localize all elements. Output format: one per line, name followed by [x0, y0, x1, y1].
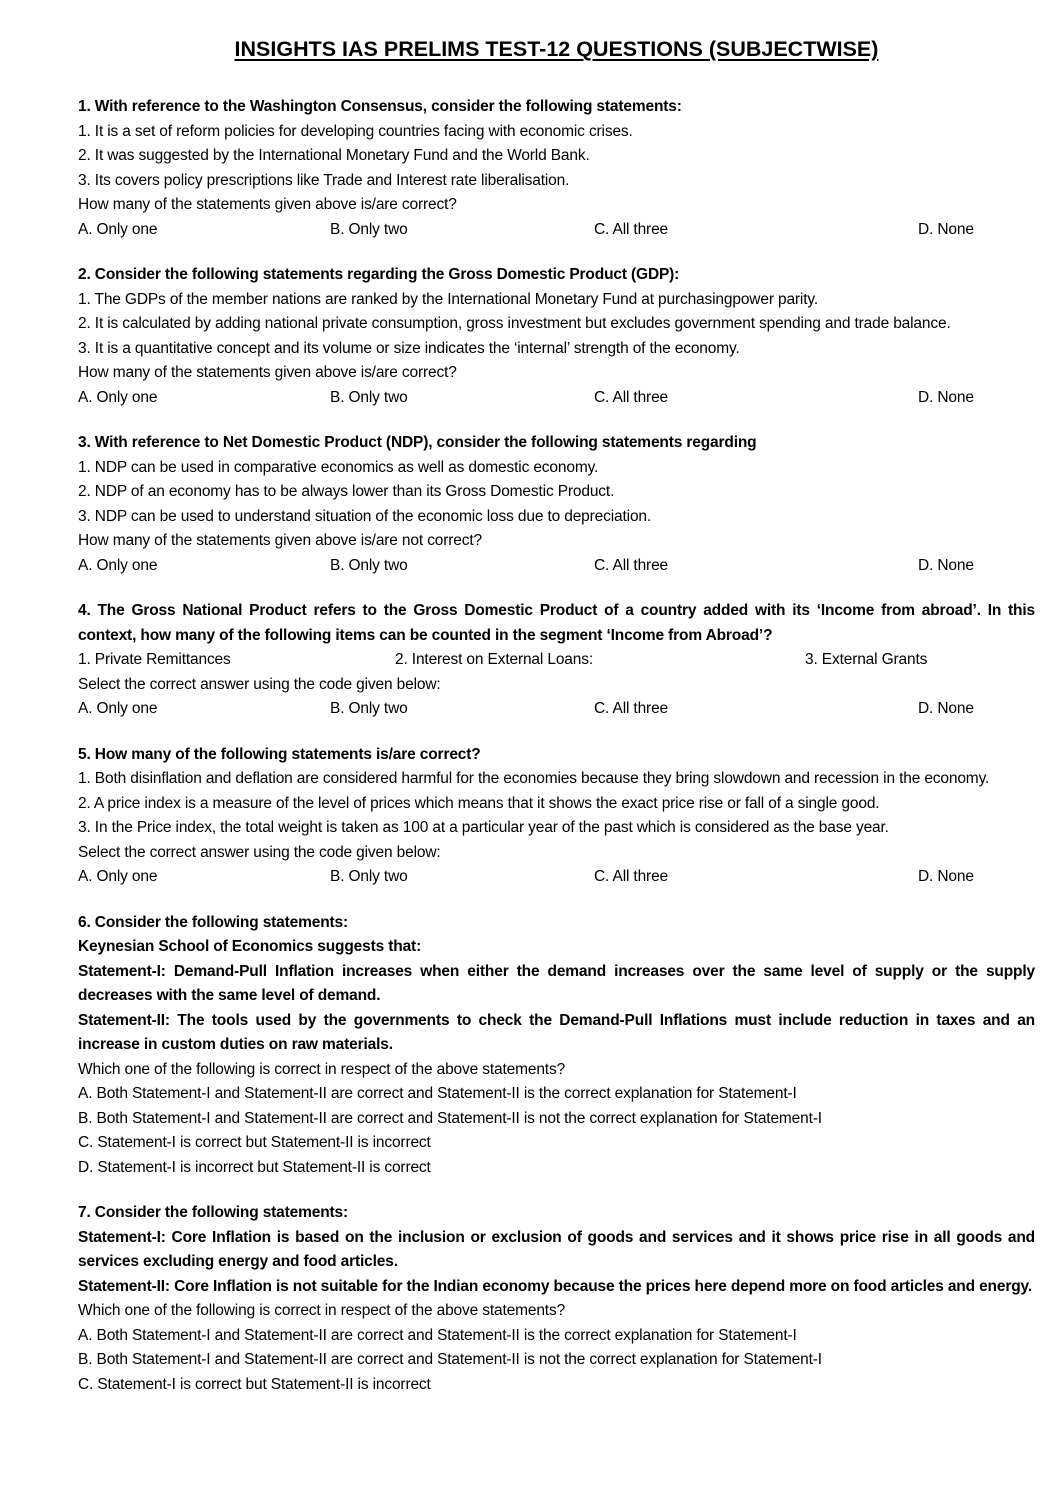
- prompt-line: How many of the statements given above is/are correct?: [78, 196, 457, 213]
- option-b: B. Only two: [330, 556, 408, 574]
- option-a: A. Only one: [78, 388, 158, 406]
- question-heading: 6. Consider the following statements:: [78, 913, 349, 931]
- question-1: [78, 95, 1035, 242]
- question-4: [78, 599, 1035, 722]
- question-subheading: Keynesian School of Economics suggests that:: [78, 938, 422, 955]
- option-a: A. Only one: [78, 220, 158, 238]
- prompt-line: How many of the statements given above is/are not correct?: [78, 532, 482, 549]
- question-heading: 3. With reference to Net Domestic Product (NDP), consider the following statements regarding: [78, 434, 757, 451]
- statement-line: 1. The GDPs of the member nations are ranked by the International Monetary Fund at purchasingpower parity.: [78, 290, 818, 308]
- option-line-b: B. Both Statement-I and Statement-II are correct and Statement-II is not the correct explanation for Statement-I: [78, 1109, 822, 1127]
- options-row: [78, 697, 1035, 722]
- option-line-a: A. Both Statement-I and Statement-II are correct and Statement-II is the correct explanation for Statement-I: [78, 1085, 797, 1102]
- option-c: C. All three: [594, 700, 669, 717]
- question-heading: 7. Consider the following statements:: [78, 1204, 349, 1221]
- option-d: D. None: [918, 388, 974, 406]
- prompt-line: How many of the statements given above is/are correct?: [78, 364, 457, 381]
- statement-1-line: Statement-I: Demand-Pull Inflation increases when either the demand increases over the same level of supply or the supply decreases with the same level of demand.: [78, 962, 1035, 1004]
- option-d: D. None: [918, 220, 974, 238]
- statement-line: 2. It is calculated by adding national private consumption, gross investment but excludes government spending and trade balance.: [78, 315, 951, 332]
- statement-line: 1. It is a set of reform policies for developing countries facing with economic crises.: [78, 122, 633, 140]
- option-b: B. Only two: [330, 388, 408, 406]
- question-3: [78, 431, 1035, 578]
- statement-2-line: Statement-II: Core Inflation is not suitable for the Indian economy because the prices here depend more on food articles and energy.: [78, 1277, 1033, 1295]
- option-c: C. All three: [594, 556, 669, 574]
- options-row: [78, 554, 1035, 579]
- statement-line: 3. Its covers policy prescriptions like Trade and Interest rate liberalisation.: [78, 171, 570, 189]
- question-heading: 2. Consider the following statements regarding the Gross Domestic Product (GDP):: [78, 266, 680, 283]
- option-b: B. Only two: [330, 220, 408, 238]
- statement-line: 3. NDP can be used to understand situation of the economic loss due to depreciation.: [78, 507, 652, 525]
- option-d: D. None: [918, 868, 974, 885]
- page-title: INSIGHTS IAS PRELIMS TEST-12 QUESTIONS (SUBJECTWISE): [234, 37, 879, 61]
- prompt-line: Select the correct answer using the code given below:: [78, 843, 441, 861]
- question-2: [78, 263, 1035, 410]
- option-line-b: B. Both Statement-I and Statement-II are correct and Statement-II is not the correct explanation for Statement-I: [78, 1351, 822, 1368]
- option-a: A. Only one: [78, 556, 158, 574]
- statement-line: 2. A price index is a measure of the level of prices which means that it shows the exact price rise or fall of a single good.: [78, 794, 880, 812]
- option-d: D. None: [918, 556, 974, 574]
- option-d: D. None: [918, 700, 974, 717]
- prompt-line: Which one of the following is correct in respect of the above statements?: [78, 1302, 566, 1319]
- option-a: A. Only one: [78, 700, 158, 717]
- options-row: [78, 218, 1035, 243]
- question-6: [78, 911, 1035, 1181]
- item-2: 2. Interest on External Loans:: [395, 651, 593, 668]
- option-line-c: C. Statement-I is correct but Statement-II is incorrect: [78, 1134, 431, 1151]
- item-1: 1. Private Remittances: [78, 651, 231, 668]
- option-c: C. All three: [594, 220, 669, 238]
- question-7: [78, 1201, 1035, 1397]
- option-line-d: D. Statement-I is incorrect but Statement-II is correct: [78, 1158, 431, 1176]
- statement-line: 1. Both disinflation and deflation are considered harmful for the economies because they bring slowdown and recession in the economy.: [78, 770, 990, 787]
- statement-line: 3. In the Price index, the total weight is taken as 100 at a particular year of the past which is considered as the base year.: [78, 819, 889, 836]
- option-c: C. All three: [594, 388, 669, 406]
- item-3: 3. External Grants: [805, 651, 928, 668]
- option-a: A. Only one: [78, 868, 158, 885]
- statement-line: 3. It is a quantitative concept and its volume or size indicates the ‘internal’ strength of the economy.: [78, 339, 740, 357]
- statement-line: 1. NDP can be used in comparative economics as well as domestic economy.: [78, 458, 599, 476]
- statement-line: 2. NDP of an economy has to be always lower than its Gross Domestic Product.: [78, 483, 615, 500]
- options-row: [78, 865, 1035, 890]
- question-heading: 5. How many of the following statements is/are correct?: [78, 745, 481, 763]
- option-c: C. All three: [594, 868, 669, 885]
- statement-2-line: Statement-II: The tools used by the governments to check the Demand-Pull Inflations must include reduction in taxes and an increase in custom duties on raw materials.: [78, 1011, 1035, 1053]
- prompt-line: Select the correct answer using the code given below:: [78, 675, 441, 693]
- statement-line: 2. It was suggested by the International Monetary Fund and the World Bank.: [78, 147, 590, 164]
- options-row: [78, 386, 1035, 411]
- question-heading: 4. The Gross National Product refers to the Gross Domestic Product of a country added with its ‘Income from abroad’. In this context, how many of the following items can be counted in the segment ‘Income from Abroad’?: [78, 602, 1035, 644]
- option-line-c: C. Statement-I is correct but Statement-II is incorrect: [78, 1375, 431, 1393]
- option-b: B. Only two: [330, 700, 408, 717]
- option-b: B. Only two: [330, 868, 408, 885]
- question-heading: 1. With reference to the Washington Consensus, consider the following statements:: [78, 98, 682, 115]
- option-line-a: A. Both Statement-I and Statement-II are correct and Statement-II is the correct explanation for Statement-I: [78, 1326, 797, 1344]
- statement-1-line: Statement-I: Core Inflation is based on the inclusion or exclusion of goods and services and it shows price rise in all goods and services excluding energy and food articles.: [78, 1228, 1035, 1270]
- items-row: [78, 648, 1035, 673]
- question-5: [78, 743, 1035, 890]
- prompt-line: Which one of the following is correct in respect of the above statements?: [78, 1060, 566, 1078]
